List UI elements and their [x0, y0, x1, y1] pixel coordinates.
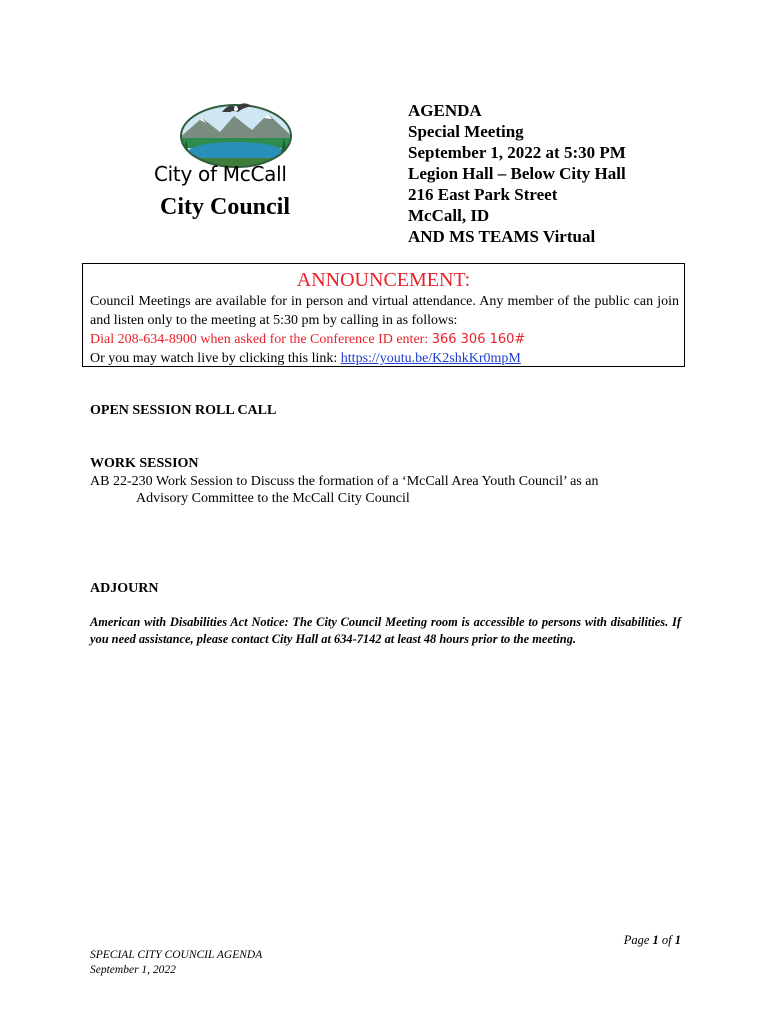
footer — [90, 948, 262, 978]
dial-in-text: Dial 208-634-8900 when asked for the Conference ID enter: — [90, 332, 429, 347]
announcement-text: Council Meetings are available for in person and virtual attendance. Any member of the public can join and listen only to the meeting at 5:30 pm by calling in as follows: — [90, 294, 679, 328]
footer-title: SPECIAL CITY COUNCIL AGENDA — [90, 949, 263, 961]
header-line: AGENDA — [408, 101, 482, 120]
watch-line — [90, 349, 679, 368]
agenda-item-ab-22-230 — [90, 473, 680, 507]
header-line: September 1, 2022 at 5:30 PM — [408, 143, 626, 162]
announcement-title: ANNOUNCEMENT: — [296, 269, 471, 291]
dial-in-line — [90, 330, 679, 349]
page-number — [624, 933, 681, 948]
page-of: of — [661, 933, 672, 947]
header-line: Special Meeting — [408, 122, 524, 141]
page-total: 1 — [674, 933, 681, 947]
adjourn-heading: ADJOURN — [90, 581, 159, 596]
agenda-item-line: Advisory Committee to the McCall City Council — [136, 491, 410, 506]
work-session-heading: WORK SESSION — [90, 456, 199, 471]
logo-wordmark: City of McCall — [154, 162, 287, 186]
roll-call-heading: OPEN SESSION ROLL CALL — [90, 403, 277, 418]
header-line: 216 East Park Street — [408, 185, 558, 204]
agenda-item-line: AB 22-230 Work Session to Discuss the formation of a ‘McCall Area Youth Council’ as an — [90, 474, 599, 489]
meeting-header — [408, 100, 626, 247]
city-council-title: City Council — [160, 194, 291, 220]
ada-notice: American with Disabilities Act Notice: The City Council Meeting room is accessible to persons with disabilities. If you need assistance, please contact City Hall at 634-7142 at least 48 hours prior to the meeting. — [90, 615, 681, 646]
watch-text: Or you may watch live by clicking this link: — [90, 351, 338, 366]
footer-date: September 1, 2022 — [90, 964, 176, 976]
conference-id: 366 306 160# — [431, 332, 526, 347]
announcement-body — [90, 292, 679, 368]
page-label: Page — [623, 933, 650, 947]
announcement-box — [82, 263, 685, 367]
header-line: McCall, ID — [408, 206, 490, 225]
header-line: AND MS TEAMS Virtual — [408, 227, 596, 246]
page-current: 1 — [652, 933, 659, 947]
youtube-link[interactable]: https://youtu.be/K2shkKr0mpM — [340, 351, 521, 366]
header-line: Legion Hall – Below City Hall — [408, 164, 626, 183]
city-logo — [172, 96, 300, 168]
